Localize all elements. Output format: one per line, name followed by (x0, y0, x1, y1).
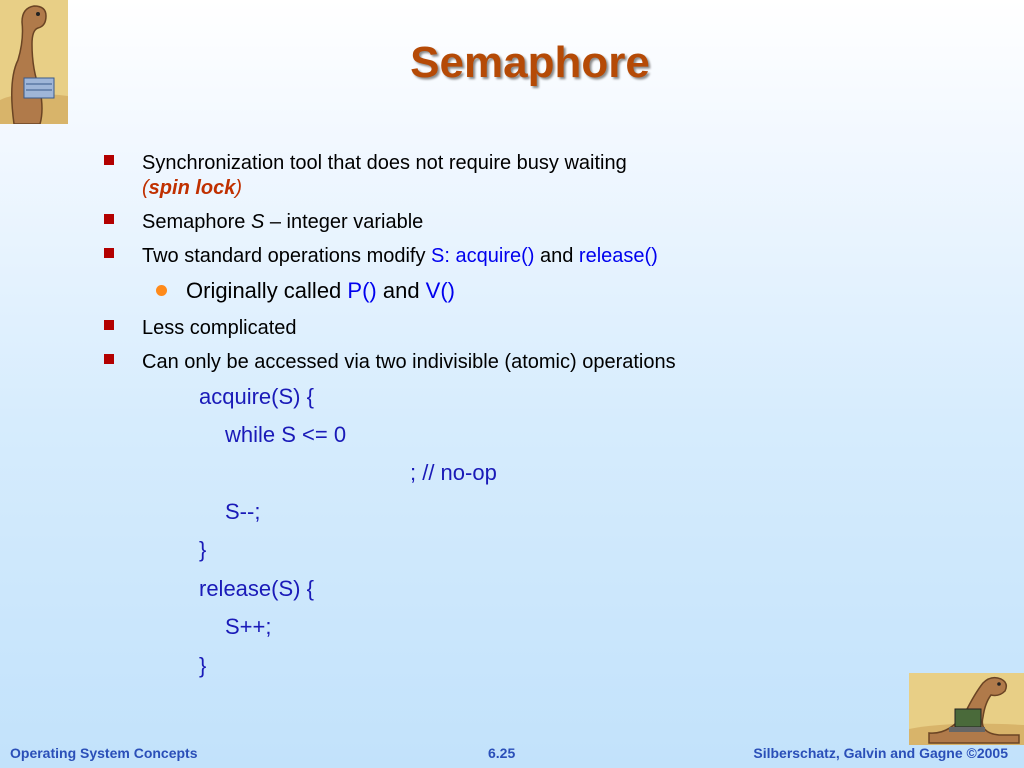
code-line: S--; (225, 499, 261, 524)
footer-course-title: Operating System Concepts (10, 745, 198, 761)
code-line: } (199, 537, 207, 562)
footer-page-number: 6.25 (488, 745, 516, 761)
square-bullet-icon (104, 214, 114, 224)
bullet-text: Less complicated (142, 317, 297, 339)
code-line: ; // no-op (410, 460, 497, 485)
footer-copyright: Silberschatz, Galvin and Gagne ©2005 (753, 745, 1008, 761)
emphasis-spin-lock: spin lock (148, 177, 236, 199)
code-line: S++; (225, 614, 272, 639)
highlight-v: V() (425, 278, 455, 303)
sub-bullet-text: Originally called (186, 278, 348, 303)
highlight-acquire: S: acquire() (431, 245, 535, 267)
slide-title: Semaphore (410, 38, 650, 87)
bullet-text: – integer variable (264, 211, 424, 233)
square-bullet-icon (104, 320, 114, 330)
code-line: } (199, 653, 207, 678)
code-line: acquire(S) { (199, 384, 314, 409)
code-line: while S <= 0 (225, 422, 347, 447)
bullet-text: Two standard operations modify (142, 245, 432, 267)
variable-name: S (250, 211, 265, 233)
emphasis-paren-open: ( (142, 177, 149, 199)
bullet-text: Synchronization tool that does not require busy waiting (142, 152, 627, 174)
highlight-release: release() (578, 245, 658, 267)
square-bullet-icon (104, 155, 114, 165)
square-bullet-icon (104, 354, 114, 364)
bullet-text: and (534, 245, 579, 267)
code-line: release(S) { (199, 576, 314, 601)
bullet-text: Semaphore (142, 211, 251, 233)
emphasis-paren-close: ) (235, 177, 243, 199)
square-bullet-icon (104, 248, 114, 258)
bullet-text: Can only be accessed via two indivisible (atomic) operations (142, 351, 676, 373)
round-bullet-icon (156, 285, 167, 296)
highlight-p: P() (347, 278, 377, 303)
sub-bullet-text: and (376, 278, 426, 303)
